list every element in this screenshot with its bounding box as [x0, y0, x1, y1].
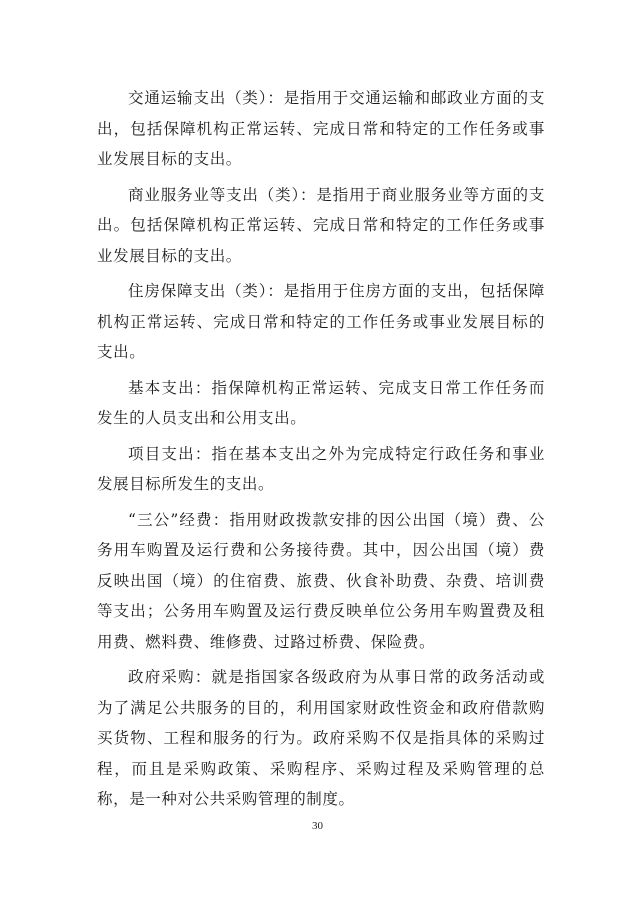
paragraph-three-public-funds: “三公”经费：指用财政拨款安排的因公出国（境）费、公务用车购置及运行费和公务接待费。其中，因公出国（境）费反映出国（境）的住宿费、旅费、伙食补助费、杂费、培训费等支出；公务用车购置及运行费反映单位公务用车购置费及租用费、燃料费、维修费、过路过桥费、保险费。	[97, 510, 545, 651]
page-number: 30	[312, 820, 323, 832]
paragraph-government-procurement: 政府采购：就是指国家各级政府为从事日常的政务活动或为了满足公共服务的目的，利用国家财政性资金和政府借款购买货物、工程和服务的行为。政府采购不仅是指具体的采购过程，而且是采购政策、采购程序、采购过程及采购管理的总称，是一种对公共采购管理的制度。	[97, 668, 545, 808]
paragraph-project-expenditure: 项目支出：指在基本支出之外为完成特定行政任务和事业发展目标所发生的支出。	[97, 444, 545, 493]
paragraph-transport-expenditure: 交通运输支出（类）：是指用于交通运输和邮政业方面的支出，包括保障机构正常运转、完成日常和特定的工作任务或事业发展目标的支出。	[97, 89, 545, 168]
body-text	[97, 83, 545, 820]
paragraph-commerce-expenditure: 商业服务业等支出（类）：是指用于商业服务业等方面的支出。包括保障机构正常运转、完成日常和特定的工作任务或事业发展目标的支出。	[97, 185, 545, 265]
paragraph-housing-expenditure: 住房保障支出（类）：是指用于住房方面的支出，包括保障机构正常运转、完成日常和特定的工作任务或事业发展目标的支出。	[97, 282, 545, 361]
paragraph-basic-expenditure: 基本支出：指保障机构正常运转、完成支日常工作任务而发生的人员支出和公用支出。	[97, 378, 545, 427]
